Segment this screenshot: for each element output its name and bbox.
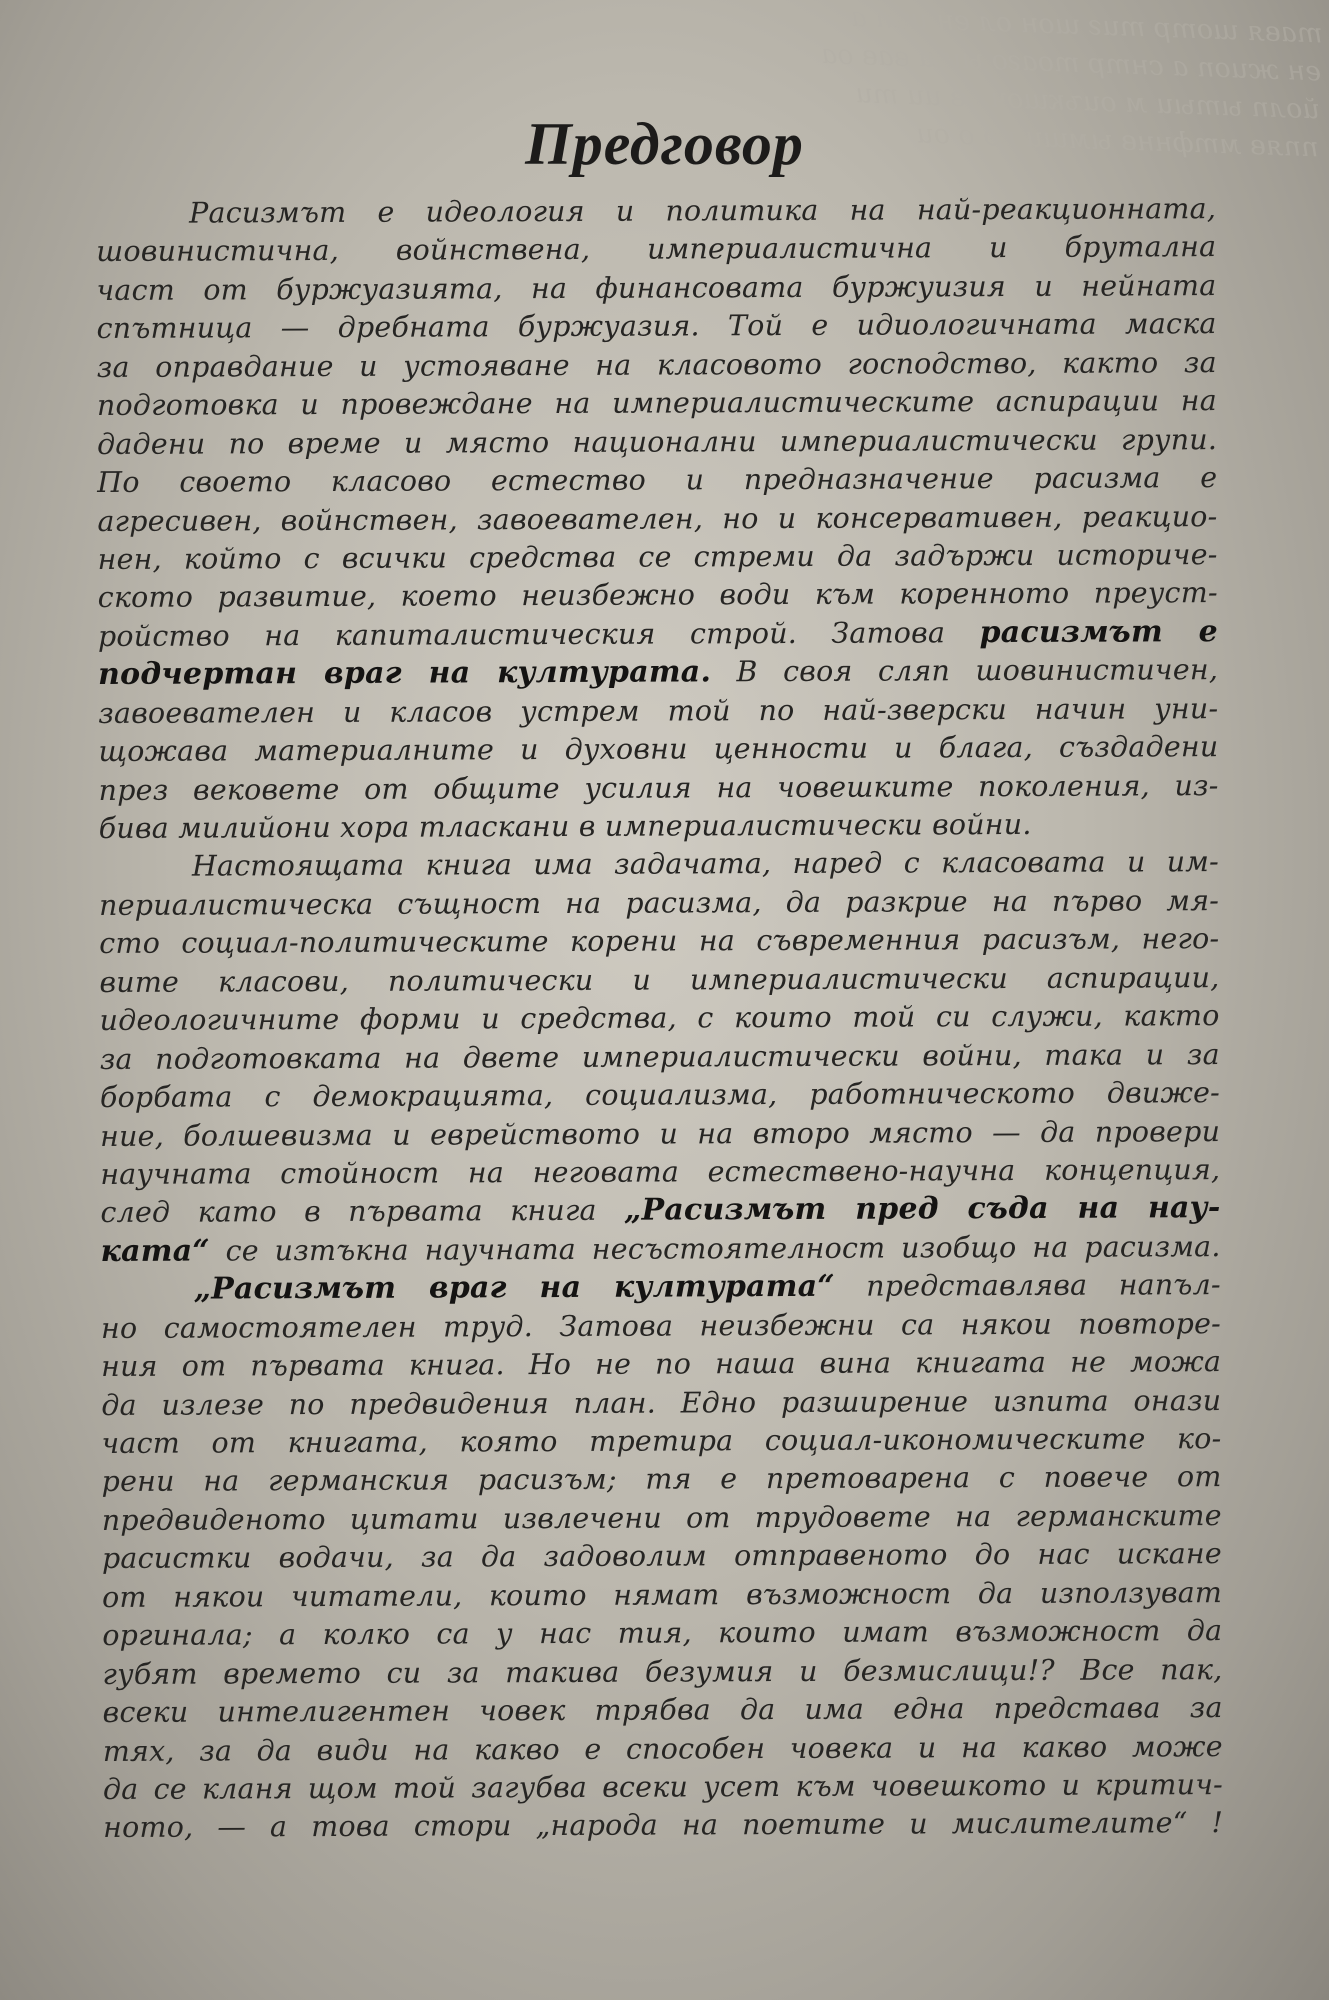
line-text: представлява напъл-: [866, 1268, 1221, 1303]
line-text: В своя сляп шовинистичен,: [736, 653, 1219, 689]
text-line: [103, 1766, 1223, 1809]
text-line: [98, 536, 1218, 579]
line-text: за оправдание и устояване на класовото господство, както за: [96, 345, 1217, 384]
line-text: се изтъкна научната несъстоятелност изобщо на расизма.: [225, 1229, 1221, 1268]
text-line: [99, 805, 1219, 848]
text-line: [98, 613, 1218, 656]
text-line: [97, 305, 1217, 348]
line-text: подготовка и провеждане на империалистическите аспирации на: [96, 384, 1217, 423]
line-text: всеки интелигентен човек трябва да има една представа за: [102, 1691, 1223, 1730]
text-line: [99, 844, 1219, 887]
text-line: [96, 267, 1216, 310]
text-line: [100, 997, 1220, 1040]
text-line: [96, 229, 1216, 272]
line-text: спътница — дребната буржуазия. Той е идиологичната маска: [96, 307, 1217, 346]
line-text: идеологичните форми и средства, с които той си служи, както: [99, 999, 1220, 1038]
line-text: расистки водачи, за да задоволим отправеното до нас искане: [101, 1537, 1223, 1576]
text-line: [101, 1420, 1221, 1463]
line-text: сто социал-политическите корени на съвременния расизъм, него-: [99, 922, 1220, 961]
text-line: [98, 651, 1218, 694]
line-text: бива милийони хора тласкани в империалистически войни.: [98, 807, 1032, 845]
text-line: [102, 1574, 1222, 1617]
line-text: ското развитие, което неизбежно води към коренното преуст-: [97, 576, 1218, 615]
text-line: [100, 1074, 1220, 1117]
text-line: [101, 1266, 1221, 1309]
line-text: Настоящата книга има задачата, наред с класовата и им-: [191, 845, 1219, 884]
text-line: [100, 1189, 1220, 1232]
line-text: ното, — а това стори „народа на поетите и мислителите“ !: [103, 1806, 1224, 1845]
text-line: [102, 1459, 1222, 1502]
line-text: ния от първата книга. Но не по наша вина книгата не можа: [101, 1345, 1222, 1384]
body-text: [96, 190, 1223, 1848]
line-text: агресивен, войнствен, завоевателен, но и консервативен, реакцио-: [97, 499, 1218, 538]
line-text: част от книгата, която третира социал-икономическите ко-: [101, 1422, 1222, 1460]
text-line: [98, 690, 1218, 733]
line-text: дадени по време и място национални империалистически групи.: [97, 422, 1218, 461]
text-line: [99, 767, 1219, 810]
text-line: [97, 382, 1217, 425]
line-text: предвиденото цитати извлечени от трудовете на германските: [101, 1498, 1222, 1537]
text-line: [101, 1343, 1221, 1386]
text-line: [97, 498, 1217, 541]
line-text: част от буржуазията, на финансовата буржуизия и нейната: [96, 268, 1217, 307]
text-line: [103, 1804, 1223, 1847]
text-line: [101, 1382, 1221, 1425]
line-text: нен, който с всички средства се стреми да задържи историче-: [97, 538, 1218, 576]
text-line: [103, 1728, 1223, 1771]
text-line: [99, 959, 1219, 1002]
text-line: [99, 920, 1219, 963]
line-text: от някои читатели, които нямат възможност да използуват: [102, 1575, 1223, 1614]
text-line: [100, 1151, 1220, 1194]
text-line: [99, 882, 1219, 925]
text-line: [102, 1535, 1222, 1578]
line-text: Расизмът е идеология и политика на най-реакционната,: [189, 192, 1217, 230]
line-text: шовинистична, войнствена, империалистична и брутална: [96, 230, 1217, 269]
text-line: [97, 459, 1217, 502]
line-text: оргинала; а колко са у нас тия, които имат възможност да: [102, 1614, 1223, 1653]
line-text: губят времето си за такива безумия и безмислици!? Все пак,: [102, 1652, 1223, 1691]
line-text: щожава материалните и духовни ценности и блага, създадени: [98, 730, 1219, 769]
line-text: след като в първата книга: [100, 1194, 597, 1230]
text-line: [101, 1305, 1221, 1348]
bold-phrase: „Расизмът враг на културата“: [193, 1269, 835, 1307]
text-line: [100, 1113, 1220, 1156]
text-line: [98, 574, 1218, 617]
text-line: [100, 1036, 1220, 1079]
line-text: ние, болшевизма и еврейството и на второ място — да провери: [100, 1114, 1221, 1153]
line-text: По своето класово естество и предназначение расизма е: [97, 461, 1218, 500]
line-text: научната стойност на неговата естествено-научна концепция,: [100, 1153, 1221, 1191]
line-text: завоевателен и класов устрем той по най-зверски начин уни-: [98, 691, 1219, 730]
line-text: да се кланя щом той загубва всеки усет към човешкото и критич-: [102, 1768, 1224, 1806]
line-text: рени на германския расизъм; тя е претоварена с повече от: [101, 1460, 1222, 1499]
line-text: през вековете от общите усилия на човешките поколения, из-: [98, 768, 1219, 807]
line-text: вите класови, политически и империалистически аспирации,: [99, 960, 1220, 999]
bleed-through-text: тавя шотр тиг шон ол ен иип а ен жиоп а снтр тоаго ыиш вав оа йолп ытыи м оиъкшоч вв ии ти ппяв мтфннв ымши ро о ои: [820, 2, 1324, 164]
text-line: [102, 1651, 1222, 1694]
line-text: тях, за да види на какво е способен човека и на какво може: [102, 1729, 1223, 1768]
text-line: [96, 190, 1216, 233]
text-line: [103, 1689, 1223, 1732]
page-title: Предговор: [525, 111, 804, 177]
line-text: ройство на капиталистическия строй. Затова: [97, 616, 946, 653]
bold-phrase: ката“: [100, 1233, 210, 1269]
bold-phrase: подчертан враг на културата.: [98, 654, 712, 693]
line-text: борбата с демокрацията, социализма, работническото движе-: [99, 1076, 1220, 1115]
text-line: [98, 728, 1218, 771]
bold-phrase: „Расизмът пред съда на нау-: [624, 1190, 1221, 1229]
text-line: [97, 344, 1217, 387]
text-line: [97, 421, 1217, 464]
line-text: но самостоятелен труд. Затова неизбежни са някои повторе-: [100, 1306, 1222, 1345]
text-line: [102, 1497, 1222, 1540]
line-text: за подготовката на двете империалистически войни, така и за: [99, 1037, 1220, 1076]
line-text: да излезе по предвидения план. Едно разширение изпита онази: [101, 1383, 1222, 1422]
bold-phrase: расизмът е: [979, 613, 1219, 650]
text-line: [102, 1612, 1222, 1655]
text-line: [101, 1228, 1221, 1271]
line-text: периалистическа същност на расизма, да разкрие на първо мя-: [99, 883, 1220, 922]
